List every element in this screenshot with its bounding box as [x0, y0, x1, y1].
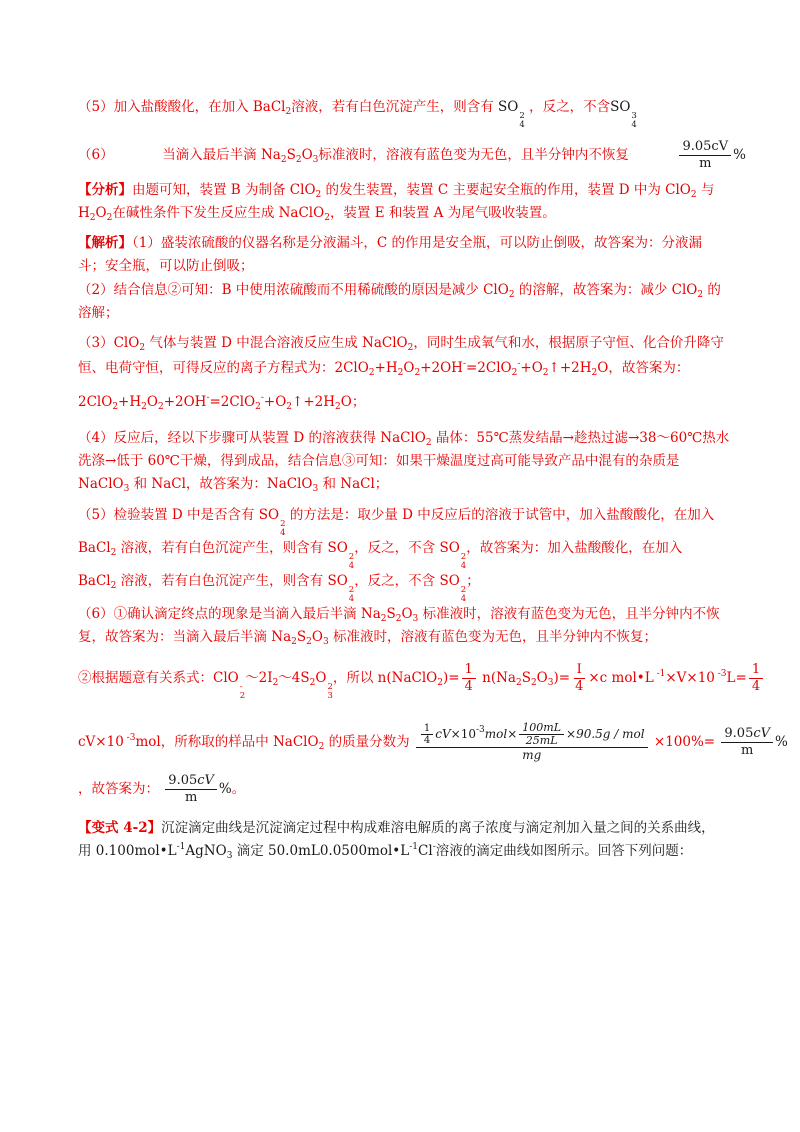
solution-4a: （4）反应后，经以下步骤可从装置 D 的溶液获得 NaClO$_2$ 晶体：55℃蒸发结晶→趁热过滤→38～60℃热水 — [78, 430, 730, 448]
analysis-line-1: 【分析】由题可知，装置 B 为制备 ClO$_2$ 的发生装置，装置 C 主要起安全瓶的作用，装置 D 中为 ClO$_2$ 与 — [78, 182, 715, 200]
analysis-tag: 【分析】 — [78, 182, 132, 198]
answer-5: （5）加入盐酸酸化，在加入 BaCl$_2$溶液，若有白色沉淀产生，则含有 SO 2 4 ，反之，不含SO 3 4 — [78, 99, 637, 130]
solution-5a: （5）检验装置 D 中是否含有 SO 2 4 的方法是：取少量 D 中反应后的溶液于试管中，加入盐酸酸化，在加入 — [78, 507, 715, 538]
solution-tag: 【解析】 — [78, 235, 132, 251]
solution-6c: ②根据题意有关系式：ClO - 2 $\sim 2I_2\sim 4S_2O$ 2 3 ，所以 n(NaClO$_2$)= $\frac{1}{4}$ $n(Na_2S_2O_3)=$ $\frac{I}{4}$ ×c mol•L $^{-1}$×V×10 $^{-3}$L= $\frac{1}{4}$ — [78, 662, 728, 701]
answer-6: （6） 当滴入最后半滴 $Na_2S_2O_3$标准液时，溶液有蓝色变为无色，且半分钟内不恢复 $\frac{9.05cV}{m}$ % — [78, 139, 746, 171]
fraction-result: $\frac{9.05cV}{m}$ — [679, 139, 731, 172]
solution-5c: BaCl$_2$ 溶液，若有白色沉淀产生，则含有 SO 2 4 ，反之，不含 SO 2 4 ； — [78, 573, 480, 604]
variant-tag: 【变式 4-2】 — [78, 820, 162, 836]
solution-3b: 恒、电荷守恒，可得反应的离子方程式为：$2ClO_2+H_2O_2+2OH^-=2ClO_2^-+O_2↑+2H_2O$，故答案为： — [78, 359, 690, 378]
solution-2b: 溶解； — [78, 305, 119, 321]
solution-5b: BaCl$_2$ 溶液，若有白色沉淀产生，则含有 SO 2 4 ，反之，不含 SO 2 4 ，故答案为：加入盐酸酸化，在加入 — [78, 540, 683, 571]
variant-line-2: 用 $0.100mol•L^{-1}AgNO_3$ 滴定 $50.0mL0.0500mol•L^{-1}Cl^-$溶液的滴定曲线如图所示。回答下列问题： — [78, 842, 693, 861]
solution-6a: （6）①确认滴定终点的现象是当滴入最后半滴 $Na_2S_2O_3$ 标准液时，溶液有蓝色变为无色，且半分钟内不恢 — [78, 606, 720, 624]
solution-1b: 斗；安全瓶，可以防止倒吸； — [78, 258, 254, 274]
solution-4c: NaClO$_3$ 和 NaCl，故答案为：NaClO$_3$ 和 NaCl； — [78, 476, 389, 494]
mass-fraction-formula: $\frac{1}{4}$ $cV\times 10^{-3}mol\times$ $\frac{100mL}{25mL}$ ×90.5g / mol mg — [416, 722, 648, 763]
solution-6b: 复，故答案为：当滴入最后半滴 $Na_2S_2O_3$ 标准液时，溶液有蓝色变为无色，且半分钟内不恢复； — [78, 629, 657, 647]
solution-4b: 洗涤→低于 60℃干燥，得到成品，结合信息③可知：如果干燥温度过高可能导致产品中混有的杂质是 — [78, 453, 680, 469]
solution-6e: ，故答案为： $\frac{9.05cV}{m}$ %。 — [78, 773, 246, 805]
variant-line-1: 【变式 4-2】沉淀滴定曲线是沉淀滴定过程中构成难溶电解质的离子浓度与滴定剂加入量之间的关系曲线， — [78, 820, 715, 836]
solution-3a: （3）ClO$_2$ 气体与装置 D 中混合溶液反应生成 NaClO$_2$，同时生成氧气和水，根据原子守恒、化合价升降守 — [78, 335, 724, 353]
solution-1a: 【解析】（1）盛装浓硫酸的仪器名称是分液漏斗，C 的作用是安全瓶，可以防止倒吸，故答案为：分液漏 — [78, 235, 702, 251]
analysis-line-2: $H_2O_2$在碱性条件下发生反应生成 NaClO$_2$，装置 E 和装置 A 为尾气吸收装置。 — [78, 205, 556, 223]
solution-3c: $2ClO_2+H_2O_2+2OH^-=2ClO_2^-+O_2↑+2H_2O$； — [78, 393, 366, 412]
solution-6d: cV×10 $^{-3}$mol，所称取的样品中 NaClO$_2$ 的质量分数为 $\frac{1}{4}$ $cV\times 10^{-3}mol\times$ $\frac{100mL}{25mL}$ ×90.5g / mol mg ×100%= $\frac{9.05cV}{m}$ % — [78, 721, 788, 762]
solution-2a: （2）结合信息②可知：B 中使用浓硫酸而不用稀硫酸的原因是减少 ClO$_2$ 的溶解，故答案为：减少 ClO$_2$ 的 — [78, 282, 721, 300]
